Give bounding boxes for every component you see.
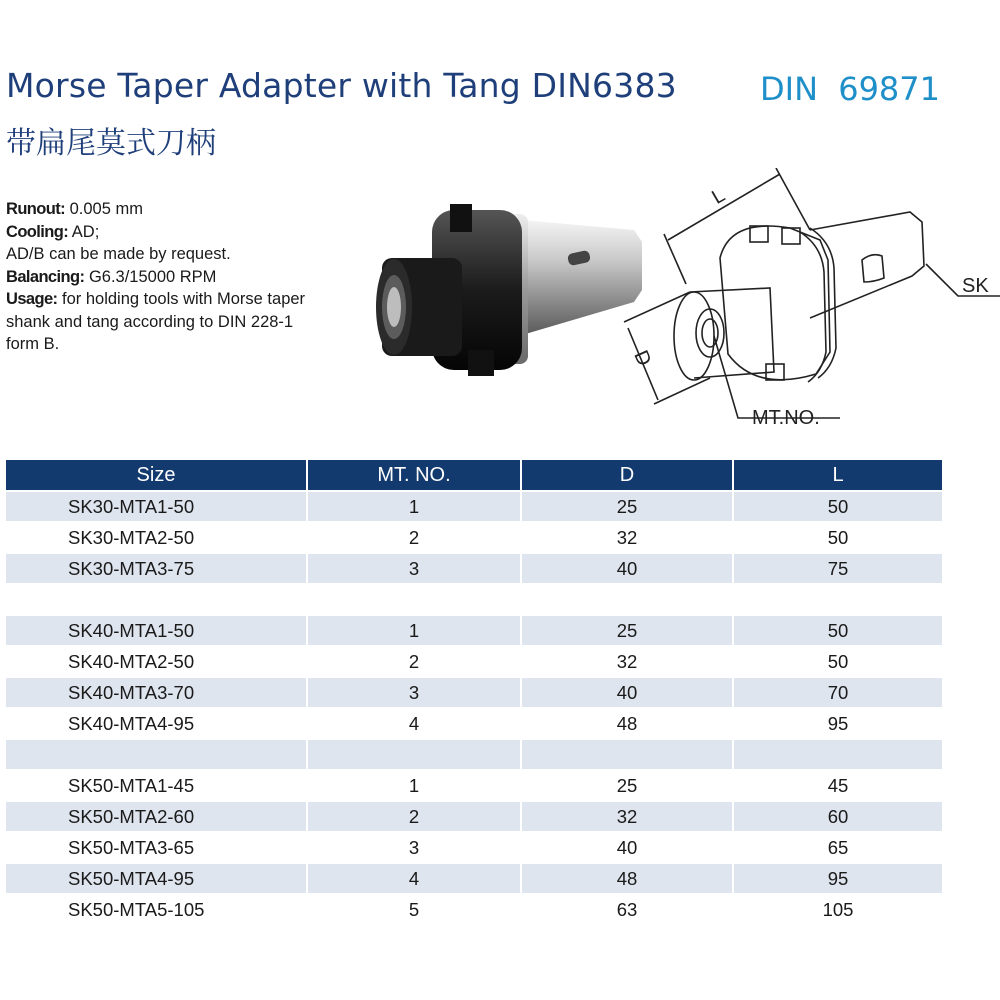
spec-cooling-note: AD/B can be made by request. bbox=[6, 245, 231, 263]
cell-d bbox=[522, 583, 734, 614]
table-row bbox=[6, 769, 942, 800]
table-row bbox=[6, 893, 942, 924]
cell-d bbox=[522, 738, 734, 769]
spec-list bbox=[6, 198, 326, 356]
cell-size: SK30-MTA1-50 bbox=[6, 490, 308, 521]
cell-size: SK50-MTA4-95 bbox=[6, 862, 308, 893]
header-d: D bbox=[522, 460, 734, 490]
spec-runout: Runout: 0.005 mm bbox=[6, 200, 143, 218]
cell-d: 48 bbox=[522, 862, 734, 893]
cell-d: 40 bbox=[522, 676, 734, 707]
cell-d: 40 bbox=[522, 552, 734, 583]
dimension-l-label: L bbox=[708, 184, 729, 209]
cell-mt-no: 1 bbox=[308, 769, 522, 800]
cell-mt-no: 4 bbox=[308, 862, 522, 893]
cell-d: 32 bbox=[522, 521, 734, 552]
cell-d: 40 bbox=[522, 831, 734, 862]
cell-l: 45 bbox=[734, 769, 942, 800]
cell-size: SK30-MTA2-50 bbox=[6, 521, 308, 552]
cell-size bbox=[6, 583, 308, 614]
cell-size: SK50-MTA5-105 bbox=[6, 893, 308, 924]
cell-l: 50 bbox=[734, 521, 942, 552]
table-body bbox=[6, 490, 942, 924]
header-mt-no: MT. NO. bbox=[308, 460, 522, 490]
cell-mt-no: 3 bbox=[308, 676, 522, 707]
cell-mt-no: 4 bbox=[308, 707, 522, 738]
cell-l: 50 bbox=[734, 614, 942, 645]
cell-l: 50 bbox=[734, 645, 942, 676]
dimension-d-label: D bbox=[629, 347, 656, 370]
cell-size: SK40-MTA2-50 bbox=[6, 645, 308, 676]
cell-mt-no: 3 bbox=[308, 552, 522, 583]
page-title: Morse Taper Adapter with Tang DIN6383 bbox=[6, 66, 677, 105]
cell-l: 65 bbox=[734, 831, 942, 862]
cell-l: 50 bbox=[734, 490, 942, 521]
size-table bbox=[6, 460, 942, 924]
cell-l: 60 bbox=[734, 800, 942, 831]
cell-l: 95 bbox=[734, 707, 942, 738]
table-row bbox=[6, 552, 942, 583]
table-row bbox=[6, 862, 942, 893]
header-l: L bbox=[734, 460, 942, 490]
table-row bbox=[6, 645, 942, 676]
cell-mt-no: 3 bbox=[308, 831, 522, 862]
cell-d: 32 bbox=[522, 645, 734, 676]
cell-size: SK50-MTA3-65 bbox=[6, 831, 308, 862]
mt-no-label: MT.NO. bbox=[752, 407, 820, 429]
cell-l bbox=[734, 738, 942, 769]
standard-label: DIN 69871 bbox=[760, 70, 940, 108]
cell-mt-no: 1 bbox=[308, 614, 522, 645]
cell-d: 25 bbox=[522, 614, 734, 645]
cell-size: SK40-MTA4-95 bbox=[6, 707, 308, 738]
cell-l bbox=[734, 583, 942, 614]
spec-balancing: Balancing: G6.3/15000 RPM bbox=[6, 267, 217, 286]
technical-drawing bbox=[610, 168, 1000, 438]
cell-size: SK40-MTA1-50 bbox=[6, 614, 308, 645]
table-row bbox=[6, 738, 942, 769]
spec-cooling: Cooling: AD; bbox=[6, 222, 100, 241]
spec-usage: Usage: for holding tools with Morse taper shank and tang according to DIN 228-1 form B. bbox=[6, 290, 306, 353]
cell-size: SK30-MTA3-75 bbox=[6, 552, 308, 583]
table-row bbox=[6, 490, 942, 521]
table-row bbox=[6, 831, 942, 862]
cell-mt-no: 2 bbox=[308, 800, 522, 831]
cell-l: 95 bbox=[734, 862, 942, 893]
cell-d: 25 bbox=[522, 490, 734, 521]
cell-d: 48 bbox=[522, 707, 734, 738]
table-row bbox=[6, 800, 942, 831]
table-row bbox=[6, 583, 942, 614]
cell-mt-no: 5 bbox=[308, 893, 522, 924]
cell-size bbox=[6, 738, 308, 769]
cell-mt-no: 2 bbox=[308, 521, 522, 552]
cell-size: SK50-MTA1-45 bbox=[6, 769, 308, 800]
cell-size: SK40-MTA3-70 bbox=[6, 676, 308, 707]
table-row bbox=[6, 707, 942, 738]
cell-l: 105 bbox=[734, 893, 942, 924]
cell-d: 25 bbox=[522, 769, 734, 800]
cell-d: 32 bbox=[522, 800, 734, 831]
cell-l: 75 bbox=[734, 552, 942, 583]
table-row bbox=[6, 614, 942, 645]
cell-mt-no bbox=[308, 738, 522, 769]
cell-size: SK50-MTA2-60 bbox=[6, 800, 308, 831]
sk-label: SK bbox=[962, 275, 989, 297]
table-header-row bbox=[6, 460, 942, 490]
table-row bbox=[6, 521, 942, 552]
cell-l: 70 bbox=[734, 676, 942, 707]
cell-mt-no: 1 bbox=[308, 490, 522, 521]
header-size: Size bbox=[6, 460, 308, 490]
chinese-subtitle: 带扁尾莫式刀柄 bbox=[6, 126, 216, 161]
table-row bbox=[6, 676, 942, 707]
cell-mt-no: 2 bbox=[308, 645, 522, 676]
cell-d: 63 bbox=[522, 893, 734, 924]
cell-mt-no bbox=[308, 583, 522, 614]
